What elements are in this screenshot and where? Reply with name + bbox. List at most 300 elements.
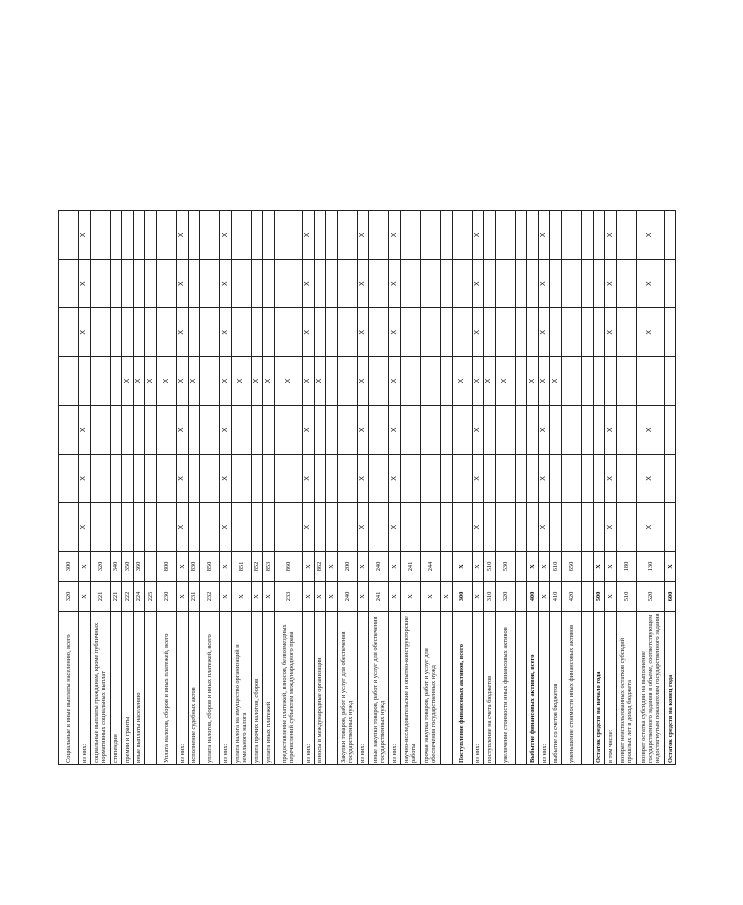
mark-cell: X [527,357,539,406]
mark-cell [616,503,636,552]
table-row [389,211,401,765]
mark-cell [200,454,220,503]
mark-cell [110,211,122,260]
mark-cell: X [636,454,664,503]
row-code-cell: X [420,582,440,612]
mark-cell [593,357,605,406]
mark-cell: X [357,357,369,406]
mark-cell: X [538,259,550,308]
row-kosgu-cell: 850 [200,552,220,582]
table-row [90,211,110,765]
mark-cell [616,405,636,454]
row-kosgu-cell: X [538,552,550,582]
table-row [357,211,369,765]
row-code-cell: 520 [636,582,664,612]
mark-cell [582,259,594,308]
row-code-cell: X [440,582,452,612]
mark-cell [664,259,676,308]
mark-cell: X [176,211,188,260]
row-code-cell [582,582,594,612]
mark-cell [527,211,539,260]
mark-cell [110,357,122,406]
row-name-cell: уменьшение стоимости иных финансовых активов [562,612,582,765]
mark-cell [274,454,302,503]
row-kosgu-cell: 650 [562,552,582,582]
row-code-cell: X [389,582,401,612]
mark-cell [440,357,452,406]
mark-cell: X [79,405,91,454]
mark-cell [550,503,562,552]
mark-cell [452,308,472,357]
table-row [472,211,484,765]
mark-cell [593,259,605,308]
table-row [110,211,122,765]
mark-cell [515,357,527,406]
mark-cell: X [472,259,484,308]
row-kosgu-cell: 830 [188,552,200,582]
mark-cell [231,405,251,454]
mark-cell [251,308,263,357]
mark-cell [582,503,594,552]
table-row [263,211,275,765]
row-code-cell: X [326,582,338,612]
mark-cell [274,405,302,454]
table-row [200,211,220,765]
table-row [274,211,302,765]
mark-cell: X [220,503,232,552]
row-name-cell: увеличение стоимости иных финансовых активов [495,612,515,765]
mark-cell [452,211,472,260]
row-kosgu-cell: 244 [420,552,440,582]
row-code-cell: 600 [664,582,676,612]
mark-cell [337,211,357,260]
mark-cell [582,405,594,454]
row-name-cell: поступление на счета бюджетов [484,612,496,765]
row-kosgu-cell: X [220,552,232,582]
mark-cell: X [538,211,550,260]
mark-cell [79,357,91,406]
mark-cell: X [389,211,401,260]
mark-cell: X [550,357,562,406]
row-code-cell: 500 [593,582,605,612]
mark-cell: X [263,357,275,406]
mark-cell [452,259,472,308]
row-code-cell: X [357,582,369,612]
row-code-cell: 222 [122,582,134,612]
mark-cell [231,211,251,260]
mark-cell [251,503,263,552]
mark-cell [495,259,515,308]
row-kosgu-cell: 340 [110,552,122,582]
mark-cell [188,259,200,308]
row-name-cell: прочая закупка товаров, работ и услуг для обеспечения государственных нужд [420,612,440,765]
mark-cell [314,211,326,260]
mark-cell: X [636,503,664,552]
mark-cell [593,454,605,503]
row-code-cell: 320 [495,582,515,612]
table-row [440,211,452,765]
mark-cell [636,357,664,406]
mark-cell: X [145,357,157,406]
row-name-cell: Социальные и иные выплаты населению, всего [59,612,79,765]
row-kosgu-cell: X [472,552,484,582]
row-kosgu-cell: 510 [484,552,496,582]
mark-cell [133,259,145,308]
row-name-cell: Поступление финансовых активов, всего [452,612,472,765]
mark-cell [616,357,636,406]
mark-cell [326,211,338,260]
mark-cell [440,259,452,308]
mark-cell [59,211,79,260]
mark-cell [156,308,176,357]
row-name-cell: премии и гранты [122,612,134,765]
mark-cell [110,503,122,552]
mark-cell: X [314,357,326,406]
mark-cell [484,211,496,260]
mark-cell [562,454,582,503]
row-code-cell: X [263,582,275,612]
mark-cell [515,259,527,308]
mark-cell [593,503,605,552]
mark-cell [616,259,636,308]
mark-cell [231,308,251,357]
mark-cell [664,308,676,357]
row-kosgu-cell: 800 [156,552,176,582]
mark-cell [527,503,539,552]
mark-cell: X [389,454,401,503]
mark-cell [326,259,338,308]
mark-cell [200,405,220,454]
row-name-cell: из них: [389,612,401,765]
mark-cell [110,405,122,454]
row-code-cell: X [302,582,314,612]
mark-cell: X [176,503,188,552]
mark-cell [582,308,594,357]
mark-cell [515,405,527,454]
row-kosgu-cell: 320 [90,552,110,582]
mark-cell [664,503,676,552]
mark-cell: X [79,308,91,357]
mark-cell [251,211,263,260]
mark-cell [59,454,79,503]
mark-cell [314,454,326,503]
row-name-cell: Остаток средств на начало года [593,612,605,765]
row-code-cell: 231 [188,582,200,612]
row-kosgu-cell: 200 [337,552,357,582]
mark-cell: X [176,259,188,308]
row-name-cell: выбытие со счетов бюджетов [550,612,562,765]
mark-cell: X [176,454,188,503]
row-name-cell: из них: [79,612,91,765]
row-code-cell [515,582,527,612]
mark-cell [484,503,496,552]
mark-cell [495,454,515,503]
mark-cell [593,405,605,454]
mark-cell [452,454,472,503]
mark-cell [664,405,676,454]
mark-cell: X [176,357,188,406]
row-name-cell: из них: [176,612,188,765]
mark-cell: X [636,259,664,308]
row-code-cell: X [314,582,326,612]
mark-cell [145,405,157,454]
mark-cell [133,454,145,503]
mark-cell [59,259,79,308]
mark-cell [326,357,338,406]
mark-cell [616,454,636,503]
mark-cell [484,308,496,357]
mark-cell [188,503,200,552]
row-code-cell: X [220,582,232,612]
mark-cell [231,454,251,503]
row-kosgu-cell: 350 [122,552,134,582]
mark-cell: X [636,211,664,260]
table-row [220,211,232,765]
table-row [636,211,664,765]
mark-cell [145,259,157,308]
mark-cell [515,503,527,552]
mark-cell [90,211,110,260]
mark-cell: X [472,211,484,260]
mark-cell [263,454,275,503]
row-name-cell: возврат остатка субсидии на выполнение государственного задания в объеме, соответствующем недостигнутым показателям государственного задания [636,612,664,765]
row-code-cell: 225 [145,582,157,612]
mark-cell [369,259,389,308]
mark-cell: X [176,405,188,454]
mark-cell [314,259,326,308]
mark-cell [562,259,582,308]
mark-cell [420,259,440,308]
mark-cell: X [220,211,232,260]
table-row [582,211,594,765]
mark-cell [420,405,440,454]
row-kosgu-cell: X [452,552,472,582]
row-kosgu-cell: 360 [133,552,145,582]
row-name-cell: уплата налогов, сборов и иных платежей, всего [200,612,220,765]
row-kosgu-cell: 862 [314,552,326,582]
mark-cell [122,211,134,260]
row-kosgu-cell: 853 [263,552,275,582]
mark-cell: X [302,308,314,357]
mark-cell: X [231,357,251,406]
row-name-cell: социальные выплаты гражданам, кроме публичных нормативных социальных выплат [90,612,110,765]
mark-cell [582,357,594,406]
mark-cell [122,259,134,308]
mark-cell [400,259,420,308]
mark-cell [664,454,676,503]
mark-cell [616,308,636,357]
table-row [231,211,251,765]
mark-cell [337,405,357,454]
mark-cell [326,308,338,357]
mark-cell [616,211,636,260]
row-code-cell: 221 [110,582,122,612]
mark-cell [515,454,527,503]
mark-cell [263,211,275,260]
mark-cell [90,357,110,406]
mark-cell [326,503,338,552]
row-code-cell: X [538,582,550,612]
mark-cell: X [605,503,617,552]
mark-cell [440,405,452,454]
mark-cell [452,503,472,552]
row-kosgu-cell: X [664,552,676,582]
mark-cell [188,405,200,454]
mark-cell [550,454,562,503]
mark-cell [314,405,326,454]
mark-cell [515,308,527,357]
row-name-cell: из них: [302,612,314,765]
mark-cell [251,454,263,503]
row-code-cell: 221 [90,582,110,612]
mark-cell [337,503,357,552]
table-row [562,211,582,765]
table-row [452,211,472,765]
mark-cell: X [495,357,515,406]
table-row [616,211,636,765]
mark-cell [145,503,157,552]
table-row [527,211,539,765]
mark-cell: X [472,454,484,503]
mark-cell [110,259,122,308]
mark-cell [90,503,110,552]
mark-cell: X [357,259,369,308]
mark-cell: X [452,357,472,406]
mark-cell [400,357,420,406]
row-code-cell: 232 [200,582,220,612]
mark-cell [440,454,452,503]
mark-cell [156,405,176,454]
mark-cell [400,308,420,357]
mark-cell [369,211,389,260]
row-code-cell: X [231,582,251,612]
mark-cell: X [79,259,91,308]
mark-cell: X [389,357,401,406]
row-code-cell: 240 [337,582,357,612]
row-kosgu-cell: 180 [616,552,636,582]
table-row [400,211,420,765]
table-row [495,211,515,765]
mark-cell [314,308,326,357]
row-name-cell: Остаток средств на конец года [664,612,676,765]
row-code-cell: 310 [484,582,496,612]
mark-cell [122,405,134,454]
table-row [314,211,326,765]
table-row [538,211,550,765]
row-name-cell: предоставление платежей, взносов, безвозмездных перечислений субъектам международного права [274,612,302,765]
table-row [59,211,79,765]
mark-cell: X [389,503,401,552]
mark-cell [156,211,176,260]
mark-cell [582,454,594,503]
mark-cell: X [188,357,200,406]
row-name-cell: возврат неиспользованных остатков субсидий прошлых лет в доход бюджета [616,612,636,765]
mark-cell: X [472,503,484,552]
row-code-cell: 224 [133,582,145,612]
table-row [188,211,200,765]
mark-cell [110,308,122,357]
mark-cell [400,503,420,552]
mark-cell: X [357,454,369,503]
mark-cell: X [220,405,232,454]
row-name-cell [515,612,527,765]
mark-cell: X [636,405,664,454]
row-kosgu-cell [582,552,594,582]
table-row [145,211,157,765]
row-name-cell: стипендии [110,612,122,765]
mark-cell [369,357,389,406]
row-kosgu-cell: X [302,552,314,582]
mark-cell [156,259,176,308]
mark-cell [400,454,420,503]
mark-cell: X [605,211,617,260]
row-kosgu-cell: X [389,552,401,582]
mark-cell [145,454,157,503]
row-name-cell: из них: [472,612,484,765]
row-name-cell: иные закупки товаров, работ и услуг для обеспечения государственных нужд [369,612,389,765]
mark-cell [400,211,420,260]
mark-cell [274,308,302,357]
mark-cell: X [220,259,232,308]
mark-cell: X [79,454,91,503]
row-name-cell: уплата прочих налогов, сборов [251,612,263,765]
table-row [302,211,314,765]
mark-cell [122,503,134,552]
mark-cell: X [302,405,314,454]
row-name-cell: Выбытие финансовых активов, всего [527,612,539,765]
mark-cell [400,405,420,454]
table-row [122,211,134,765]
mark-cell [495,211,515,260]
row-kosgu-cell: 851 [231,552,251,582]
row-name-cell [326,612,338,765]
row-code-cell: 400 [527,582,539,612]
mark-cell [274,211,302,260]
mark-cell [251,405,263,454]
table-row [133,211,145,765]
mark-cell [562,503,582,552]
table-row [593,211,605,765]
row-code-cell: X [176,582,188,612]
row-code-cell: X [400,582,420,612]
row-kosgu-cell: 240 [369,552,389,582]
table-row [251,211,263,765]
mark-cell [90,405,110,454]
mark-cell [251,259,263,308]
mark-cell [122,454,134,503]
mark-cell [145,308,157,357]
mark-cell [420,454,440,503]
row-code-cell: 320 [59,582,79,612]
mark-cell [231,503,251,552]
mark-cell [263,308,275,357]
mark-cell [495,405,515,454]
mark-cell: X [274,357,302,406]
table-row [484,211,496,765]
mark-cell [90,454,110,503]
table-row [326,211,338,765]
table-row [337,211,357,765]
row-name-cell: Уплата налогов, сборов и иных платежей, всего [156,612,176,765]
mark-cell: X [538,454,550,503]
rotated-table-wrapper [58,210,743,765]
mark-cell [200,357,220,406]
mark-cell [90,259,110,308]
row-kosgu-cell: 852 [251,552,263,582]
row-kosgu-cell: 530 [495,552,515,582]
mark-cell [562,405,582,454]
row-kosgu-cell: X [593,552,605,582]
